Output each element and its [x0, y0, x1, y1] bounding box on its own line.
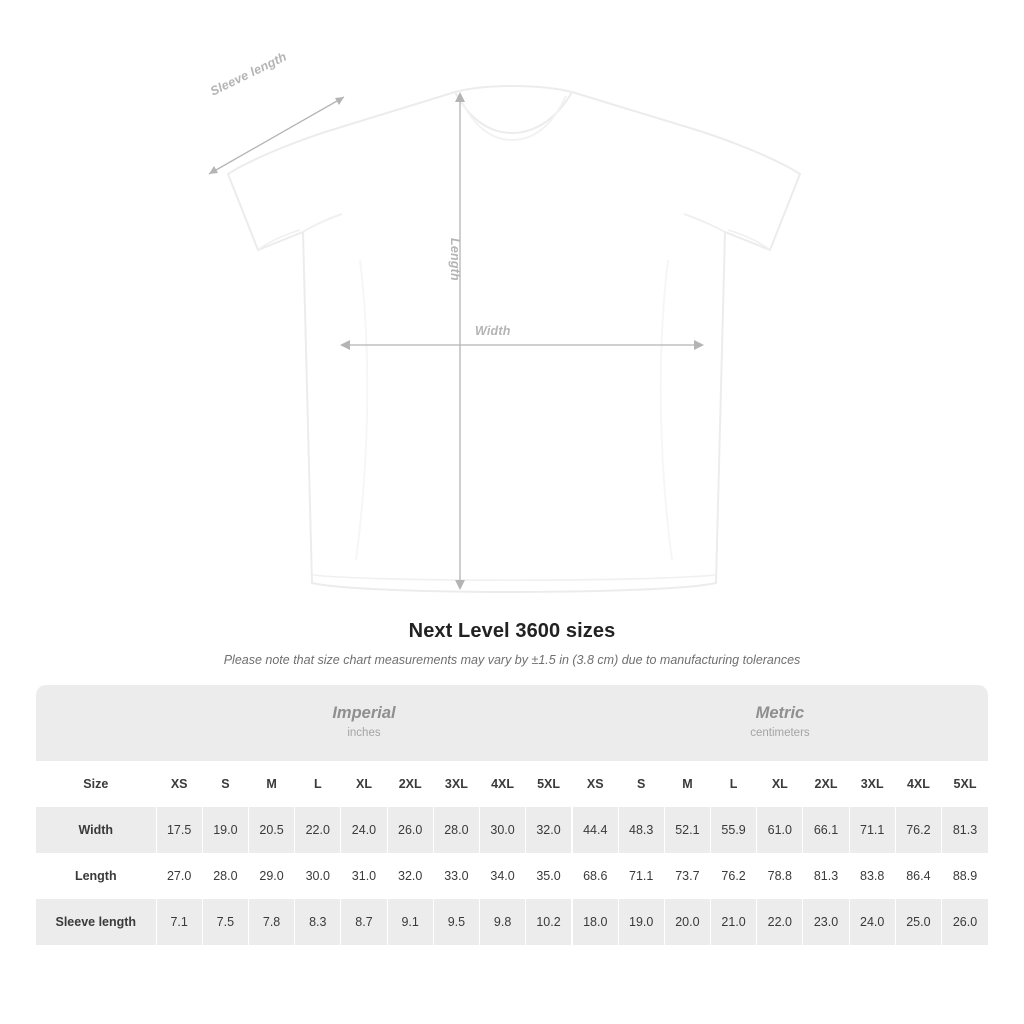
unit-system-row [36, 685, 988, 761]
cell-sleeve-metric-l: 21.0 [711, 899, 757, 945]
cell-width-metric-xl: 61.0 [757, 807, 803, 853]
size-header-metric-s: S [618, 761, 664, 807]
size-header-imperial-xs: XS [156, 761, 202, 807]
cell-width-imperial-l: 22.0 [295, 807, 341, 853]
cell-sleeve-imperial-4xl: 9.8 [479, 899, 525, 945]
cell-length-metric-5xl: 88.9 [942, 853, 988, 899]
length-dimension-label: Length [448, 238, 462, 281]
size-header-metric-4xl: 4XL [895, 761, 941, 807]
size-header-metric-m: M [664, 761, 710, 807]
cell-sleeve-imperial-l: 8.3 [295, 899, 341, 945]
cell-width-metric-xs: 44.4 [572, 807, 618, 853]
cell-width-imperial-xs: 17.5 [156, 807, 202, 853]
size-header-metric-5xl: 5XL [942, 761, 988, 807]
cell-width-metric-4xl: 76.2 [895, 807, 941, 853]
cell-sleeve-imperial-m: 7.8 [248, 899, 294, 945]
cell-sleeve-metric-5xl: 26.0 [942, 899, 988, 945]
metric-unit-label: centimeters [750, 726, 810, 739]
metric-unit-cell [572, 685, 988, 761]
size-header-metric-3xl: 3XL [849, 761, 895, 807]
cell-length-metric-xs: 68.6 [572, 853, 618, 899]
cell-sleeve-metric-2xl: 23.0 [803, 899, 849, 945]
cell-length-imperial-3xl: 33.0 [433, 853, 479, 899]
cell-length-metric-2xl: 81.3 [803, 853, 849, 899]
cell-sleeve-imperial-s: 7.5 [202, 899, 248, 945]
cell-width-imperial-s: 19.0 [202, 807, 248, 853]
cell-width-metric-3xl: 71.1 [849, 807, 895, 853]
cell-width-metric-l: 55.9 [711, 807, 757, 853]
cell-width-metric-m: 52.1 [664, 807, 710, 853]
cell-width-metric-2xl: 66.1 [803, 807, 849, 853]
size-header-imperial-s: S [202, 761, 248, 807]
table-row [36, 899, 988, 945]
row-label-length: Length [36, 853, 156, 899]
imperial-unit-label: inches [347, 726, 381, 739]
cell-sleeve-metric-4xl: 25.0 [895, 899, 941, 945]
size-header-imperial-xl: XL [341, 761, 387, 807]
cell-length-imperial-5xl: 35.0 [526, 853, 572, 899]
cell-width-imperial-2xl: 26.0 [387, 807, 433, 853]
cell-length-metric-s: 71.1 [618, 853, 664, 899]
size-header-metric-l: L [711, 761, 757, 807]
table-row [36, 807, 988, 853]
cell-sleeve-metric-m: 20.0 [664, 899, 710, 945]
cell-length-metric-m: 73.7 [664, 853, 710, 899]
cell-sleeve-imperial-5xl: 10.2 [526, 899, 572, 945]
size-header-row [36, 761, 988, 807]
tolerance-note: Please note that size chart measurements may vary by ±1.5 in (3.8 cm) due to manufacturing tolerances [223, 653, 801, 667]
cell-sleeve-imperial-xs: 7.1 [156, 899, 202, 945]
row-label-sleeve-length: Sleeve length [36, 899, 156, 945]
title-block [0, 620, 1024, 667]
cell-sleeve-metric-xs: 18.0 [572, 899, 618, 945]
cell-width-metric-s: 48.3 [618, 807, 664, 853]
imperial-unit-cell [156, 685, 572, 761]
imperial-system-label: Imperial [332, 703, 396, 722]
cell-length-metric-l: 76.2 [711, 853, 757, 899]
cell-length-metric-3xl: 83.8 [849, 853, 895, 899]
cell-sleeve-imperial-2xl: 9.1 [387, 899, 433, 945]
cell-length-imperial-2xl: 32.0 [387, 853, 433, 899]
size-header-imperial-l: L [295, 761, 341, 807]
cell-length-imperial-m: 29.0 [248, 853, 294, 899]
size-header-imperial-4xl: 4XL [479, 761, 525, 807]
size-header-metric-2xl: 2XL [803, 761, 849, 807]
size-header-imperial-3xl: 3XL [433, 761, 479, 807]
cell-width-imperial-m: 20.5 [248, 807, 294, 853]
cell-sleeve-imperial-xl: 8.7 [341, 899, 387, 945]
table-row [36, 853, 988, 899]
cell-length-imperial-s: 28.0 [202, 853, 248, 899]
cell-width-metric-5xl: 81.3 [942, 807, 988, 853]
size-header-imperial-m: M [248, 761, 294, 807]
size-chart-table-wrap [36, 685, 988, 945]
cell-width-imperial-3xl: 28.0 [433, 807, 479, 853]
cell-length-imperial-l: 30.0 [295, 853, 341, 899]
cell-sleeve-metric-xl: 22.0 [757, 899, 803, 945]
cell-sleeve-imperial-3xl: 9.5 [433, 899, 479, 945]
size-header-imperial-5xl: 5XL [526, 761, 572, 807]
size-header-metric-xs: XS [572, 761, 618, 807]
sleeve-length-dimension-label: Sleeve length [208, 49, 289, 99]
cell-length-metric-xl: 78.8 [757, 853, 803, 899]
row-label-width: Width [36, 807, 156, 853]
width-dimension-label: Width [475, 324, 511, 338]
cell-length-imperial-4xl: 34.0 [479, 853, 525, 899]
unit-row-spacer [36, 685, 156, 761]
size-header-label: Size [36, 761, 156, 807]
cell-width-imperial-4xl: 30.0 [479, 807, 525, 853]
cell-sleeve-metric-s: 19.0 [618, 899, 664, 945]
cell-width-imperial-5xl: 32.0 [526, 807, 572, 853]
cell-length-imperial-xl: 31.0 [341, 853, 387, 899]
cell-width-imperial-xl: 24.0 [341, 807, 387, 853]
page-title: Next Level 3600 sizes [408, 620, 616, 642]
size-header-imperial-2xl: 2XL [387, 761, 433, 807]
cell-length-imperial-xs: 27.0 [156, 853, 202, 899]
cell-length-metric-4xl: 86.4 [895, 853, 941, 899]
cell-sleeve-metric-3xl: 24.0 [849, 899, 895, 945]
size-chart-table [36, 685, 988, 945]
size-header-metric-xl: XL [757, 761, 803, 807]
metric-system-label: Metric [755, 703, 805, 722]
